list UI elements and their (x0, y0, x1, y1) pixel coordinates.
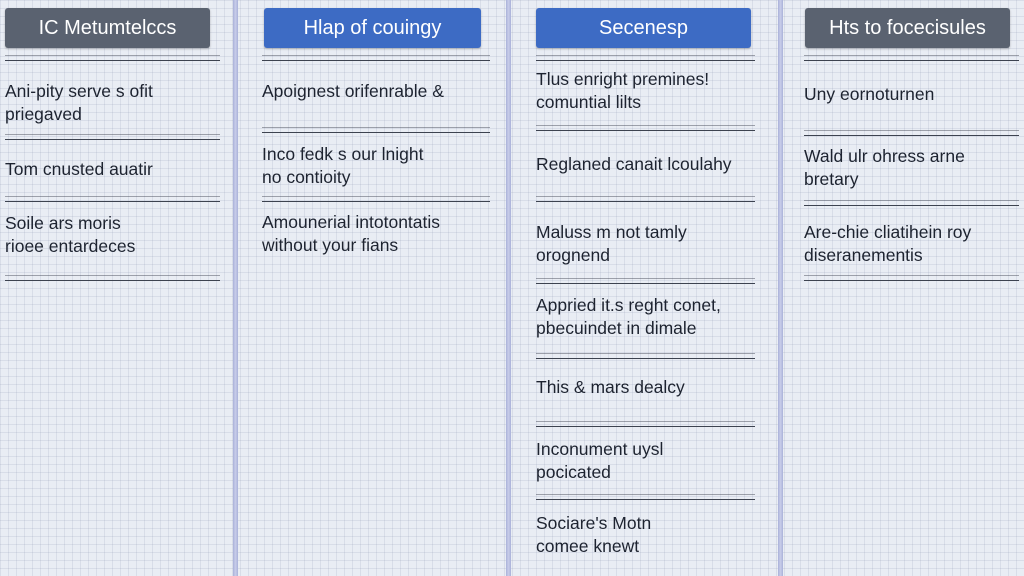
column-3-item-2[interactable]: Reglaned canait lcoulahy (536, 154, 732, 174)
row-separator (536, 353, 755, 360)
column-4 (804, 0, 1019, 576)
row-separator (262, 55, 490, 62)
column-3-item-3[interactable]: Maluss m not tamly orognend (536, 222, 687, 265)
column-3-item-6[interactable]: Inconument uysl pocicated (536, 439, 664, 482)
row-separator (5, 55, 220, 62)
column-2 (262, 0, 490, 576)
row-separator (5, 134, 220, 141)
column-4-item-2[interactable]: Wald ulr ohress arne bretary (804, 146, 965, 189)
row-separator (5, 196, 220, 203)
column-4-item-1[interactable]: Uny eornoturnen (804, 84, 935, 104)
row-separator (536, 494, 755, 501)
column-divider (778, 0, 783, 576)
row-separator (536, 55, 755, 62)
column-3 (536, 0, 755, 576)
column-2-item-1[interactable]: Apoignest orifenrable & (262, 81, 444, 101)
column-3-item-1[interactable]: Tlus enright premines! comuntial lilts (536, 69, 710, 112)
column-divider (233, 0, 238, 576)
row-separator (804, 275, 1019, 282)
row-separator (804, 200, 1019, 207)
row-separator (536, 278, 755, 285)
column-3-item-5[interactable]: This & mars dealcy (536, 377, 685, 397)
column-4-item-3[interactable]: Are-chie cliatihein roy diseranementis (804, 222, 972, 265)
row-separator (262, 196, 490, 203)
row-separator (536, 196, 755, 203)
column-1-header[interactable]: IC Metumtelccs (5, 8, 210, 48)
row-separator (804, 130, 1019, 137)
row-separator (536, 125, 755, 132)
column-1-item-1[interactable]: Ani-pity serve s ofit priegaved (5, 81, 153, 124)
column-1 (5, 0, 220, 576)
column-3-header[interactable]: Secenesp (536, 8, 751, 48)
column-1-item-2[interactable]: Tom cnusted auatir (5, 159, 153, 179)
row-separator (262, 127, 490, 134)
column-3-item-4[interactable]: Appried it.s reght conet, pbecuindet in dimale (536, 295, 721, 338)
column-1-item-3[interactable]: Soile ars moris rioee entardeces (5, 213, 136, 256)
row-separator (804, 55, 1019, 62)
row-separator (5, 275, 220, 282)
column-4-header[interactable]: Hts to focecisules (805, 8, 1010, 48)
column-2-item-2[interactable]: Inco fedk s our lnight no contioity (262, 144, 424, 187)
row-separator (536, 421, 755, 428)
column-2-header[interactable]: Hlap of couingy (264, 8, 481, 48)
column-3-item-7[interactable]: Sociare's Motn comee knewt (536, 513, 652, 556)
column-2-item-3[interactable]: Amounerial intotontatis without your fians (262, 212, 441, 255)
column-divider (506, 0, 511, 576)
